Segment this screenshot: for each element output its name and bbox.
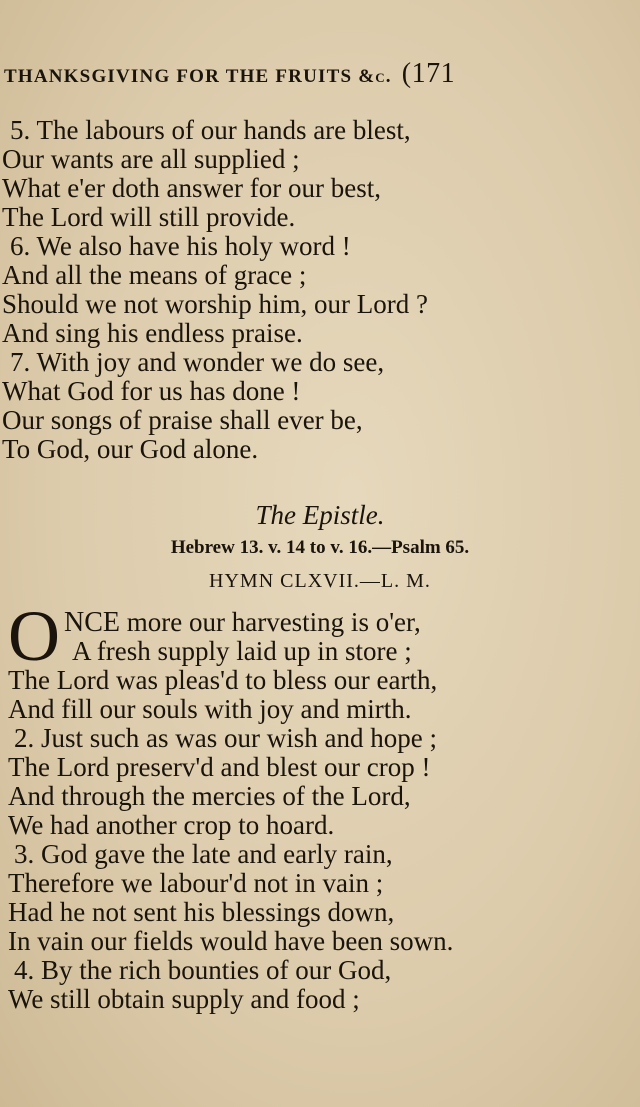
- hymn-title: HYMN CLXVII.—L. M.: [209, 570, 431, 592]
- verse-line: We still obtain supply and food ;: [8, 984, 360, 1014]
- verse-line: Should we not worship him, our Lord ?: [2, 289, 428, 319]
- verse-line: What God for us has done !: [2, 376, 301, 406]
- verse-line: The Lord preserv'd and blest our crop !: [8, 752, 431, 782]
- verse-line: And through the mercies of the Lord,: [8, 781, 411, 811]
- verse-line: Our songs of praise shall ever be,: [2, 405, 363, 435]
- verse-line: 2. Just such as was our wish and hope ;: [14, 723, 437, 753]
- verse-line: Therefore we labour'd not in vain ;: [8, 868, 384, 898]
- verse-line: 3. God gave the late and early rain,: [14, 839, 393, 869]
- verse-line: Our wants are all supplied ;: [2, 144, 300, 174]
- verse-line-first: [64, 608, 421, 637]
- verse-line: 5. The labours of our hands are blest,: [10, 115, 411, 145]
- verse-line: What e'er doth answer for our best,: [2, 173, 381, 203]
- verse-line: Had he not sent his blessings down,: [8, 897, 395, 927]
- verse-line: 7. With joy and wonder we do see,: [10, 347, 385, 377]
- verse-line: The Lord was pleas'd to bless our earth,: [8, 665, 438, 695]
- verse-line: And fill our souls with joy and mirth.: [8, 694, 412, 724]
- running-header: [4, 58, 604, 90]
- epistle-title: The Epistle.: [255, 500, 385, 530]
- page-number: (171: [401, 58, 456, 89]
- first-word-caps: NCE: [64, 607, 120, 638]
- drop-cap: O: [8, 596, 60, 676]
- verse-line: To God, our God alone.: [2, 434, 259, 464]
- verse-line: A fresh supply laid up in store ;: [72, 636, 412, 666]
- first-line-rest: more our harvesting is o'er,: [120, 607, 421, 637]
- verse-line: 6. We also have his holy word !: [10, 231, 351, 261]
- running-title: THANKSGIVING FOR THE FRUITS &c.: [4, 66, 392, 87]
- verse-line: The Lord will still provide.: [2, 202, 296, 232]
- verse-line: We had another crop to hoard.: [8, 810, 335, 840]
- verse-line: In vain our fields would have been sown.: [8, 926, 454, 956]
- epistle-reference: Hebrew 13. v. 14 to v. 16.—Psalm 65.: [170, 537, 470, 558]
- verse-line: And all the means of grace ;: [2, 260, 307, 290]
- verse-line: And sing his endless praise.: [2, 318, 303, 348]
- verse-line: 4. By the rich bounties of our God,: [14, 955, 392, 985]
